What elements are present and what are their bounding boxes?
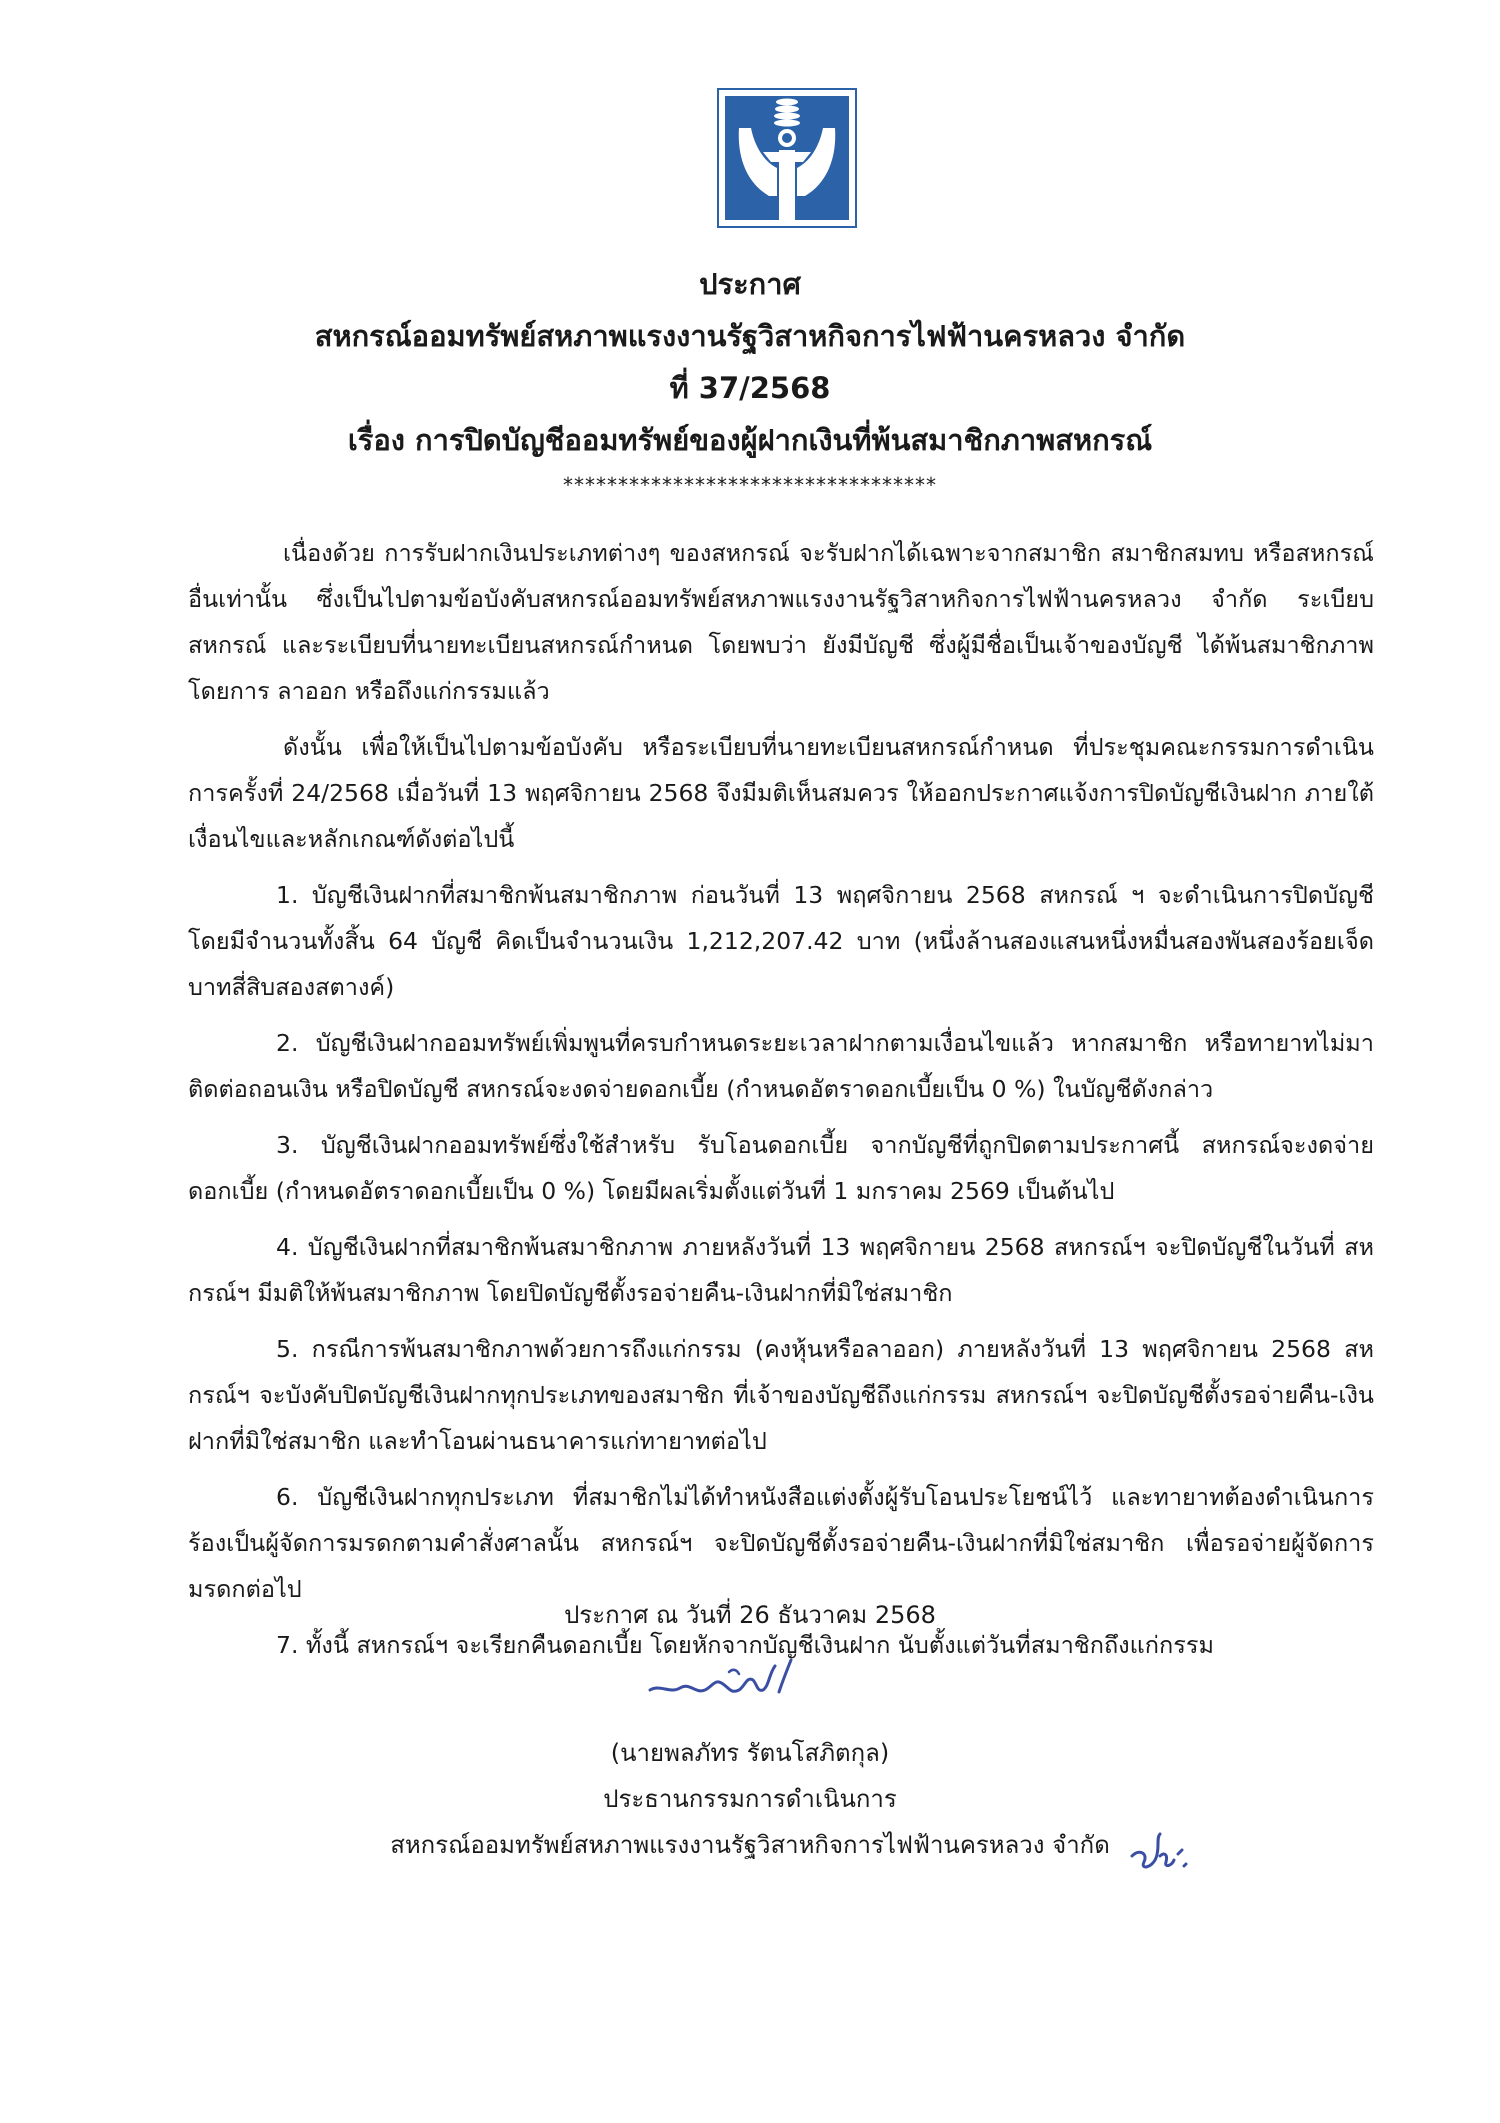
signer-name: (นายพลภัทร รัตนโสภิตกุล) [610,1739,890,1767]
handwritten-initials [1126,1826,1196,1876]
signer-organization: สหกรณ์ออมทรัพย์สหภาพแรงงานรัฐวิสาหกิจการไฟฟ้านครหลวง จำกัด [390,1831,1110,1859]
list-item: 1. บัญชีเงินฝากที่สมาชิกพ้นสมาชิกภาพ ก่อนวันที่ 13 พฤศจิกายน 2568 สหกรณ์ ฯ จะดำเนินการปิดบัญชี โดยมีจำนวนทั้งสิ้น 64 บัญชี คิดเป็นจำนวนเงิน 1,212,207.42 บาท (หนึ่งล้านสองแสนหนึ่งหมื่นสองพันสองร้อยเจ็ดบาทสี่สิบสองสตางค์) [188,881,1374,1001]
list-item: 5. กรณีการพ้นสมาชิกภาพด้วยการถึงแก่กรรม (คงหุ้นหรือลาออก) ภายหลังวันที่ 13 พฤศจิกายน 2568 สหกรณ์ฯ จะบังคับปิดบัญชีเงินฝากทุกประเภทของสมาชิก ที่เจ้าของบัญชีถึงแก่กรรม สหกรณ์ฯ จะปิดบัญชีตั้งรอจ่ายคืน-เงินฝากที่มิใช่สมาชิก และทำโอนผ่านธนาคารแก่ทายาทต่อไป [188,1335,1374,1455]
list-item: 2. บัญชีเงินฝากออมทรัพย์เพิ่มพูนที่ครบกำหนดระยะเวลาฝากตามเงื่อนไขแล้ว หากสมาชิก หรือทายาทไม่มาติดต่อถอนเงิน หรือปิดบัญชี สหกรณ์จะงดจ่ายดอกเบี้ย (กำหนดอัตราดอกเบี้ยเป็น 0 %) ในบัญชีดังกล่าว [188,1029,1374,1103]
announcement-header [0,258,1500,498]
resolution-paragraph: ดังนั้น เพื่อให้เป็นไปตามข้อบังคับ หรือระเบียบที่นายทะเบียนสหกรณ์กำหนด ที่ประชุมคณะกรรมการดำเนินการครั้งที่ 24/2568 เมื่อวันที่ 13 พฤศจิกายน 2568 จึงมีมติเห็นสมควร ให้ออกประกาศแจ้งการปิดบัญชีเงินฝาก ภายใต้เงื่อนไขและหลักเกณฑ์ดังต่อไปนี้ [188,733,1374,853]
announcement-number: ที่ 37/2568 [669,371,831,405]
signer-block [0,1730,1500,1868]
announcement-subject: เรื่อง การปิดบัญชีออมทรัพย์ของผู้ฝากเงินที่พ้นสมาชิกภาพสหกรณ์ [347,423,1153,457]
organization-name: สหกรณ์ออมทรัพย์สหภาพแรงงานรัฐวิสาหกิจการไฟฟ้านครหลวง จำกัด [314,319,1186,353]
list-item: 7. ทั้งนี้ สหกรณ์ฯ จะเรียกคืนดอกเบี้ย โดยหักจากบัญชีเงินฝาก นับตั้งแต่วันที่สมาชิกถึงแก่กรรม [276,1631,1214,1659]
announcement-date: ประกาศ ณ วันที่ 26 ธันวาคม 2568 [564,1601,936,1629]
cooperative-emblem-icon [717,88,857,228]
list-item: 4. บัญชีเงินฝากที่สมาชิกพ้นสมาชิกภาพ ภายหลังวันที่ 13 พฤศจิกายน 2568 สหกรณ์ฯ จะปิดบัญชีในวันที่ สหกรณ์ฯ มีมติให้พ้นสมาชิกภาพ โดยปิดบัญชีตั้งรอจ่ายคืน-เงินฝากที่มิใช่สมาชิก [188,1233,1374,1307]
intro-paragraph: เนื่องด้วย การรับฝากเงินประเภทต่างๆ ของสหกรณ์ จะรับฝากได้เฉพาะจากสมาชิก สมาชิกสมทบ หรือสหกรณ์อื่นเท่านั้น ซึ่งเป็นไปตามข้อบังคับสหกรณ์ออมทรัพย์สหภาพแรงงานรัฐวิสาหกิจการไฟฟ้านครหลวง จำกัด ระเบียบสหกรณ์ และระเบียบที่นายทะเบียนสหกรณ์กำหนด โดยพบว่า ยังมีบัญชี ซึ่งผู้มีชื่อเป็นเจ้าของบัญชี ได้พ้นสมาชิกภาพโดยการ ลาออก หรือถึงแก่กรรมแล้ว [188,539,1374,705]
signer-title: ประธานกรรมการดำเนินการ [603,1785,897,1813]
announcement-body [188,530,1374,1678]
separator: ********************************** [563,473,937,497]
announcement-heading: ประกาศ [699,267,801,301]
handwritten-signature [645,1650,805,1710]
list-item: 6. บัญชีเงินฝากทุกประเภท ที่สมาชิกไม่ได้ทำหนังสือแต่งตั้งผู้รับโอนประโยชน์ไว้ และทายาทต้องดำเนินการร้องเป็นผู้จัดการมรดกตามคำสั่งศาลนั้น สหกรณ์ฯ จะปิดบัญชีตั้งรอจ่ายคืน-เงินฝากที่มิใช่สมาชิก เพื่อรอจ่ายผู้จัดการมรดกต่อไป [188,1483,1374,1603]
list-item: 3. บัญชีเงินฝากออมทรัพย์ซึ่งใช้สำหรับ รับโอนดอกเบี้ย จากบัญชีที่ถูกปิดตามประกาศนี้ สหกรณ์จะงดจ่ายดอกเบี้ย (กำหนดอัตราดอกเบี้ยเป็น 0 %) โดยมีผลเริ่มตั้งแต่วันที่ 1 มกราคม 2569 เป็นต้นไป [188,1131,1374,1205]
